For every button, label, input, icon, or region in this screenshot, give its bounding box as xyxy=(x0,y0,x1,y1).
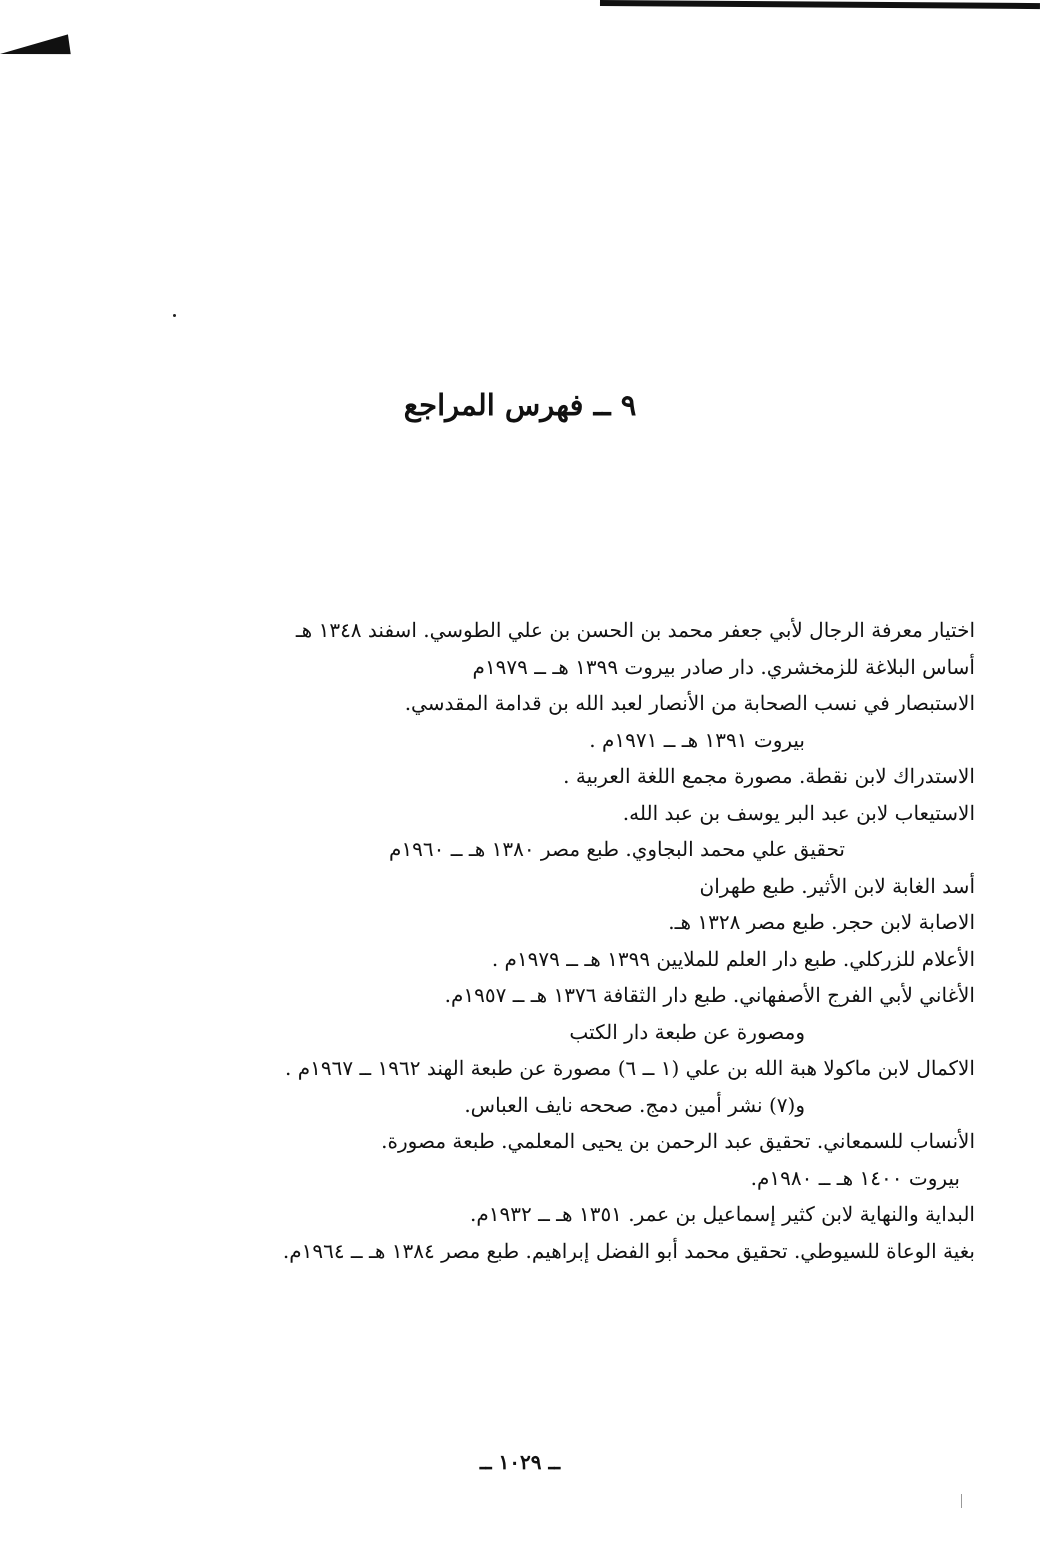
reference-entry: الأغاني لأبي الفرج الأصفهاني. طبع دار الثقافة ١٣٧٦ هـ ــ ١٩٥٧م. xyxy=(444,983,975,1007)
scan-speck xyxy=(961,1494,962,1508)
reference-entry: الاصابة لابن حجر. طبع مصر ١٣٢٨ هـ. xyxy=(668,910,975,934)
reference-entry: و(٧) نشر أمين دمج. صححه نايف العباس. xyxy=(464,1092,805,1117)
reference-entry: بيروت ١٤٠٠ هـ ــ ١٩٨٠م. xyxy=(750,1165,960,1190)
reference-entry: تحقيق علي محمد البجاوي. طبع مصر ١٣٨٠ هـ ــ ١٩٦٠م xyxy=(389,837,845,861)
reference-entry: الاكمال لابن ماكولا هبة الله بن علي (١ ــ ٦) مصورة عن طبعة الهند ١٩٦٢ ــ ١٩٦٧م . xyxy=(285,1056,975,1080)
reference-entry: الأعلام للزركلي. طبع دار العلم للملايين ١٣٩٩ هـ ــ ١٩٧٩م . xyxy=(491,946,975,971)
reference-entry: أسد الغابة لابن الأثير. طبع طهران xyxy=(699,873,975,898)
page-number: ــ ١٠٢٩ ــ xyxy=(479,1450,561,1474)
reference-entry: بغية الوعاة للسيوطي. تحقيق محمد أبو الفضل إبراهيم. طبع مصر ١٣٨٤ هـ ــ ١٩٦٤م. xyxy=(282,1238,975,1263)
scan-speck xyxy=(173,314,176,317)
reference-entry: أساس البلاغة للزمخشري. دار صادر بيروت ١٣٩٩ هـ ــ ١٩٧٩م xyxy=(472,654,975,679)
references-list xyxy=(180,612,975,1269)
reference-entry: البداية والنهاية لابن كثير إسماعيل بن عمر. ١٣٥١ هـ ــ ١٩٣٢م. xyxy=(470,1202,975,1226)
reference-entry: بيروت ١٣٩١ هـ ــ ١٩٧١م . xyxy=(589,727,805,752)
reference-entry: الاستبصار في نسب الصحابة من الأنصار لعبد الله بن قدامة المقدسي. xyxy=(404,691,975,715)
scan-edge-line xyxy=(600,0,1040,9)
scan-edge-mark xyxy=(0,34,71,64)
reference-entry: الاستيعاب لابن عبد البر يوسف بن عبد الله. xyxy=(622,800,975,825)
reference-entry: الاستدراك لابن نقطة. مصورة مجمع اللغة العربية . xyxy=(563,764,975,788)
reference-entry: ومصورة عن طبعة دار الكتب xyxy=(569,1019,805,1044)
reference-entry: الأنساب للسمعاني. تحقيق عبد الرحمن بن يحيى المعلمي. طبعة مصورة. xyxy=(381,1129,975,1153)
reference-entry: اختيار معرفة الرجال لأبي جعفر محمد بن الحسن بن علي الطوسي. اسفند ١٣٤٨ هـ xyxy=(295,618,975,642)
section-title: ٩ ــ فهرس المراجع xyxy=(403,388,637,422)
